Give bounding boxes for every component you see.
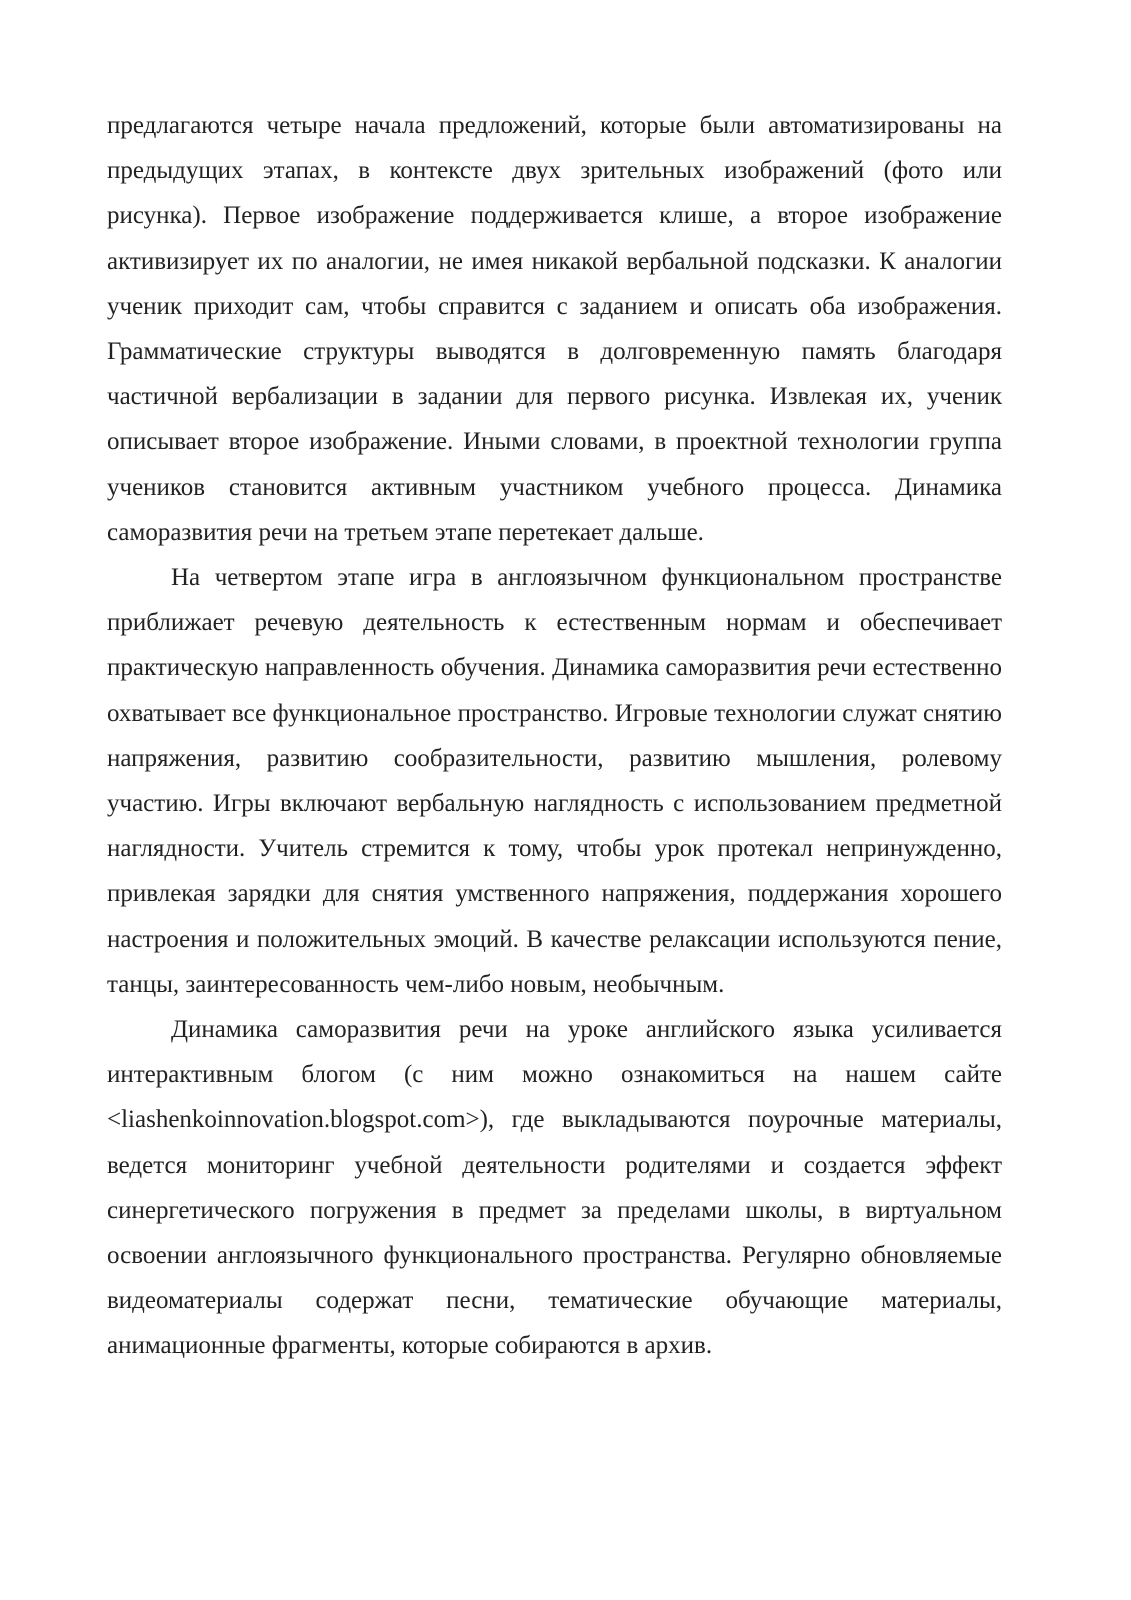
paragraph-continuation: предлагаются четыре начала предложений, которые были автоматизированы на предыдущих этапах, в контексте двух зрительных изображений (фото или рисунка). Первое изображение поддерживается клише, а второе изображение активизирует их по аналогии, не имея никакой вербальной подсказки. К аналогии ученик приходит сам, чтобы справится с заданием и описать оба изображения. Грамматические структуры выводятся в долговременную память благодаря частичной вербализации в задании для первого рисунка. Извлекая их, ученик описывает второе изображение. Иными словами, в проектной технологии группа учеников становится активным участником учебного процесса. Динамика саморазвития речи на третьем этапе перетекает дальше. — [107, 112, 1002, 546]
paragraph-fourth-stage: На четвертом этапе игра в англоязычном функциональном пространстве приближает речевую деятельность к естественным нормам и обеспечивает практическую направленность обучения. Динамика саморазвития речи естественно охватывает все функциональное пространство. Игровые технологии служат снятию напряжения, развитию сообразительности, развитию мышления, ролевому участию. Игры включают вербальную наглядность с использованием предметной наглядности. Учитель стремится к тому, чтобы урок протекал непринужденно, привлекая зарядки для снятия умственного напряжения, поддержания хорошего настроения и положительных эмоций. В качестве релаксации используются пение, танцы, заинтересованность чем-либо новым, необычным. — [107, 564, 1002, 998]
paragraph-interactive-blog: Динамика саморазвития речи на уроке английского языка усиливается интерактивным блогом (с ним можно ознакомиться на нашем сайте <liashenkoinnovation.blogspot.com>), где выкладываются поурочные материалы, ведется мониторинг учебной деятельности родителями и создается эффект синергетического погружения в предмет за пределами школы, в виртуальном освоении англоязычного функционального пространства. Регулярно обновляемые видеоматериалы содержат песни, тематические обучающие материалы, анимационные фрагменты, которые собираются в архив. — [107, 1016, 1002, 1360]
